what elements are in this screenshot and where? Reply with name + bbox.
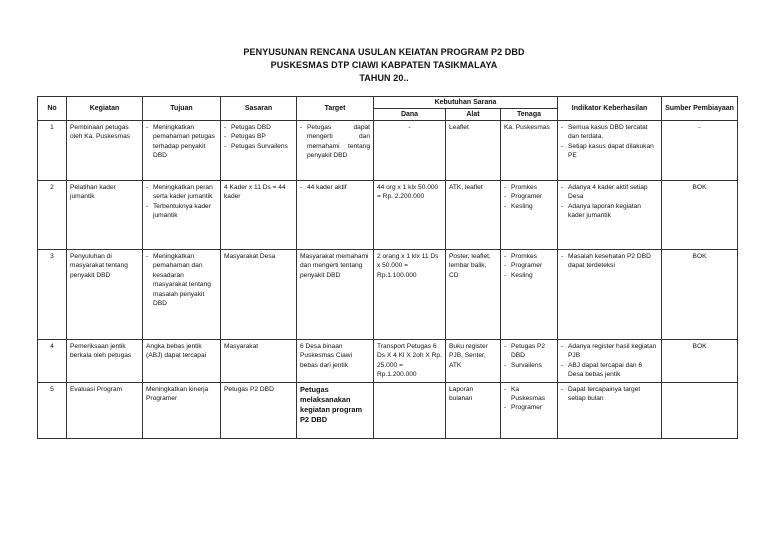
cell-target: 6 Desa binaan Puskesmas Ciawi bebas dari jentik xyxy=(297,340,374,383)
cell-target: Masyarakat memahami dan mengerti tentang penyakit DBD xyxy=(297,250,374,340)
cell-kegiatan: Pembinaan petugas oleh Ka. Puskesmas xyxy=(67,121,143,181)
list-item: - Terbentuknya kader jumantik xyxy=(146,202,217,221)
cell-sasaran xyxy=(221,121,297,181)
cell-tenaga xyxy=(501,181,558,250)
list-item: - Petugas P2 DBD xyxy=(504,342,554,361)
table-row xyxy=(38,382,738,438)
header-indikator: Indikator Keberhasilan xyxy=(558,97,662,121)
table-row xyxy=(38,250,738,340)
list-item: - Meningkatkan pemahaman petugas terhadap penyakit DBD xyxy=(146,123,217,161)
cell-alat: Poster, leaflet, lembar balik, CD xyxy=(446,250,501,340)
header-sasaran: Sasaran xyxy=(221,97,297,121)
header-sumber: Sumber Pembiayaan xyxy=(662,97,738,121)
list-item: - ABJ dapat tercapai dan 6 Desa bebas jentik xyxy=(561,361,658,380)
plan-table xyxy=(37,96,738,439)
cell-alat: Laporan bulanan xyxy=(446,382,501,438)
header-alat: Alat xyxy=(446,109,501,121)
list-item: - Kesling xyxy=(504,271,554,280)
cell-sasaran: Masyarakat xyxy=(221,340,297,383)
cell-dana xyxy=(374,382,446,438)
cell-tenaga xyxy=(501,250,558,340)
cell-no: 4 xyxy=(38,340,67,383)
cell-alat: Buku register PJB, Senter, ATK xyxy=(446,340,501,383)
header-dana: Dana xyxy=(374,109,446,121)
title-line-1: PENYUSUNAN RENCANA USULAN KEIATAN PROGRAM P2 DBD xyxy=(243,47,525,57)
cell-indikator xyxy=(558,340,662,383)
cell-sumber: BOK xyxy=(662,181,738,250)
header-no: No xyxy=(38,97,67,121)
header-kegiatan: Kegiatan xyxy=(67,97,143,121)
cell-indikator xyxy=(558,382,662,438)
list-item: - Petugas DBD xyxy=(224,123,293,132)
cell-dana: 44 org x 1 klx 50.000 = Rp. 2.200.000 xyxy=(374,181,446,250)
cell-alat: ATK, leaflet xyxy=(446,181,501,250)
header-kebutuhan-sarana: Kebutuhan Sarana xyxy=(374,97,558,109)
list-item: - Petugas BP xyxy=(224,132,293,141)
list-item: - Survailens xyxy=(504,361,554,370)
cell-no: 2 xyxy=(38,181,67,250)
table-row xyxy=(38,340,738,383)
cell-sumber: BOK xyxy=(662,250,738,340)
list-item: - 44 kader aktif xyxy=(300,183,370,192)
title-line-3: TAHUN 20.. xyxy=(359,73,409,83)
header-target: Target xyxy=(297,97,374,121)
table-row xyxy=(38,121,738,181)
list-item: - Petugas Survailens xyxy=(224,142,293,151)
cell-no: 3 xyxy=(38,250,67,340)
cell-sasaran: Petugas P2 DBD xyxy=(221,382,297,438)
cell-dana: - xyxy=(374,121,446,181)
cell-indikator xyxy=(558,250,662,340)
cell-sumber: - xyxy=(662,121,738,181)
cell-no: 5 xyxy=(38,382,67,438)
list-item: - Programer xyxy=(504,261,554,270)
list-item: - Masalah kesehatan P2 DBD dapat terdeteksi xyxy=(561,252,658,271)
list-item: - Programer xyxy=(504,192,554,201)
list-item: - Kesling xyxy=(504,202,554,211)
table-row xyxy=(38,181,738,250)
list-item: - Meningkatkan peran serta kader jumantik xyxy=(146,183,217,202)
cell-alat: Leaflet xyxy=(446,121,501,181)
list-item: - Promkes xyxy=(504,183,554,192)
cell-tenaga xyxy=(501,340,558,383)
cell-kegiatan: Evaluasi Program xyxy=(67,382,143,438)
cell-indikator xyxy=(558,181,662,250)
cell-tujuan xyxy=(143,250,221,340)
header-tujuan: Tujuan xyxy=(143,97,221,121)
list-item: - Dapat tercapainya target setiap bulan xyxy=(561,385,658,404)
cell-kegiatan: Pemeriksaan jentik berkala oleh petugas xyxy=(67,340,143,383)
cell-tenaga xyxy=(501,382,558,438)
list-item: - Setiap kasus dapat dilakukan PE xyxy=(561,142,658,161)
cell-kegiatan: Pelatihan kader jumantik xyxy=(67,181,143,250)
cell-target: Petugas melaksanakan kegiatan program P2 DBD xyxy=(297,382,374,438)
title-line-2: PUSKESMAS DTP CIAWI KABPATEN TASIKMALAYA xyxy=(270,60,498,70)
cell-target xyxy=(297,121,374,181)
list-item: - Adanya 4 kader aktif setiap Desa xyxy=(561,183,658,202)
list-item: - Semua kasus DBD tercatat dan terdata. xyxy=(561,123,658,142)
header-tenaga: Tenaga xyxy=(501,109,558,121)
cell-dana: Transport Petugas 6 Ds X 4 Kl X 2oh X Rp. 25.000 = Rp.1.200.000 xyxy=(374,340,446,383)
list-item: - Meningkatkan pemahaman dan kesadaran masyarakat tentang masalah penyakit DBD xyxy=(146,252,217,308)
list-item: - Petugas dapat mengerti dan memahami tentang penyakit DBD xyxy=(300,123,370,161)
cell-target xyxy=(297,181,374,250)
cell-tujuan: Angka bebas jentik (ABJ) dapat tercapai xyxy=(143,340,221,383)
cell-dana: 2 orang x 1 klx 11 Ds x 50.000 = Rp.1.100.000 xyxy=(374,250,446,340)
list-item: - Programer xyxy=(504,403,554,412)
cell-sumber: BOK xyxy=(662,340,738,383)
cell-tujuan: Meningkatkan kinerja Programer xyxy=(143,382,221,438)
cell-tenaga: Ka. Puskesmas xyxy=(501,121,558,181)
list-item: - Promkes xyxy=(504,252,554,261)
cell-no: 1 xyxy=(38,121,67,181)
cell-sumber xyxy=(662,382,738,438)
cell-kegiatan: Penyuluhan di masyarakat tentang penyakit DBD xyxy=(67,250,143,340)
cell-sasaran: 4 Kader x 11 Ds = 44 kader xyxy=(221,181,297,250)
list-item: - Adanya register hasil kegiatan PJB xyxy=(561,342,658,361)
cell-indikator xyxy=(558,121,662,181)
list-item: - Ka Puskesmas xyxy=(504,385,554,404)
list-item: - Adanya laporan kegiatan kader jumantik xyxy=(561,202,658,221)
cell-sasaran: Masyarakat Desa xyxy=(221,250,297,340)
cell-tujuan xyxy=(143,181,221,250)
cell-tujuan xyxy=(143,121,221,181)
